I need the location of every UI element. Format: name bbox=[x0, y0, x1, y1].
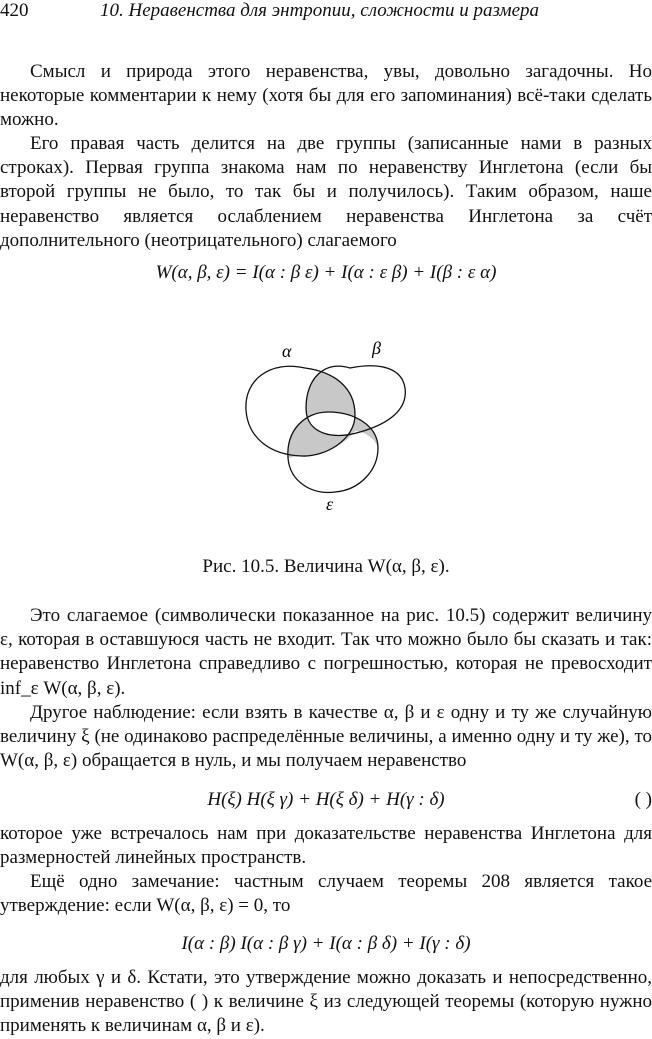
running-title: 10. Неравенства для энтропии, сложности и размера bbox=[100, 0, 540, 21]
paragraph-3: Это слагаемое (символически показанное на рис. 10.5) содержит величину ε, которая в оставшуюся часть не входит. Так что можно было бы сказать и так: неравенство Инглетона справедливо с погрешностью, которая не превосходит inf_ε W(α, β, ε). bbox=[0, 605, 652, 699]
page-header bbox=[0, 0, 652, 24]
figure-caption: Рис. 10.5. Величина W(α, β, ε). bbox=[202, 556, 450, 577]
paragraph-4: Другое наблюдение: если взять в качестве α, β и ε одну и ту же случайную величину ξ (не одинаково распределённые величины, а именно одну и ту же), то W(α, β, ε) обращается в нуль, и мы получаем неравенство bbox=[0, 702, 652, 772]
label-epsilon: ε bbox=[326, 494, 334, 514]
formula-w-definition: W(α, β, ε) = I(α : β ε) + I(α : ε β) + I(β : ε α) bbox=[155, 262, 497, 283]
label-alpha: α bbox=[282, 341, 292, 361]
paragraph-2: Его правая часть делится на две группы (записанные нами в разных строках). Первая группа знакома нам по неравенству Инглетона (если бы второй группы не было, то так бы и получилось). Таким образом, наше неравенство является ослаблением неравенства Инглетона за счёт дополнительного (неотрицательного) слагаемого bbox=[0, 133, 652, 251]
paragraph-5: которое уже встречалось нам при доказательстве неравенства Инглетона для размерностей линейных пространств. bbox=[0, 823, 652, 869]
label-beta: β bbox=[372, 338, 381, 358]
formula-mutual-information: I(α : β) I(α : β γ) + I(α : β δ) + I(γ : δ) bbox=[181, 933, 471, 954]
formula-entropy-body: H(ξ) H(ξ γ) + H(ξ δ) + H(γ : δ) bbox=[207, 789, 445, 810]
formula-entropy-inequality bbox=[0, 789, 652, 811]
page-number: 420 bbox=[0, 0, 29, 21]
venn-diagram bbox=[230, 330, 420, 520]
paragraph-6: Ещё одно замечание: частным случаем теоремы 208 является такое утверждение: если W(α, β, ε) = 0, то bbox=[0, 871, 652, 917]
paragraph-7: для любых γ и δ. Кстати, это утверждение можно доказать и непосредственно, применив неравенство ( ) к величине ξ из следующей теоремы (которую нужно применять к величинам α, β и ε). bbox=[0, 967, 652, 1037]
equation-reference: ( ) bbox=[634, 789, 652, 810]
paragraph-1: Смысл и природа этого неравенства, увы, довольно загадочны. Но некоторые комментарии к нему (хотя бы для его запоминания) всё-таки сделать можно. bbox=[0, 61, 652, 131]
